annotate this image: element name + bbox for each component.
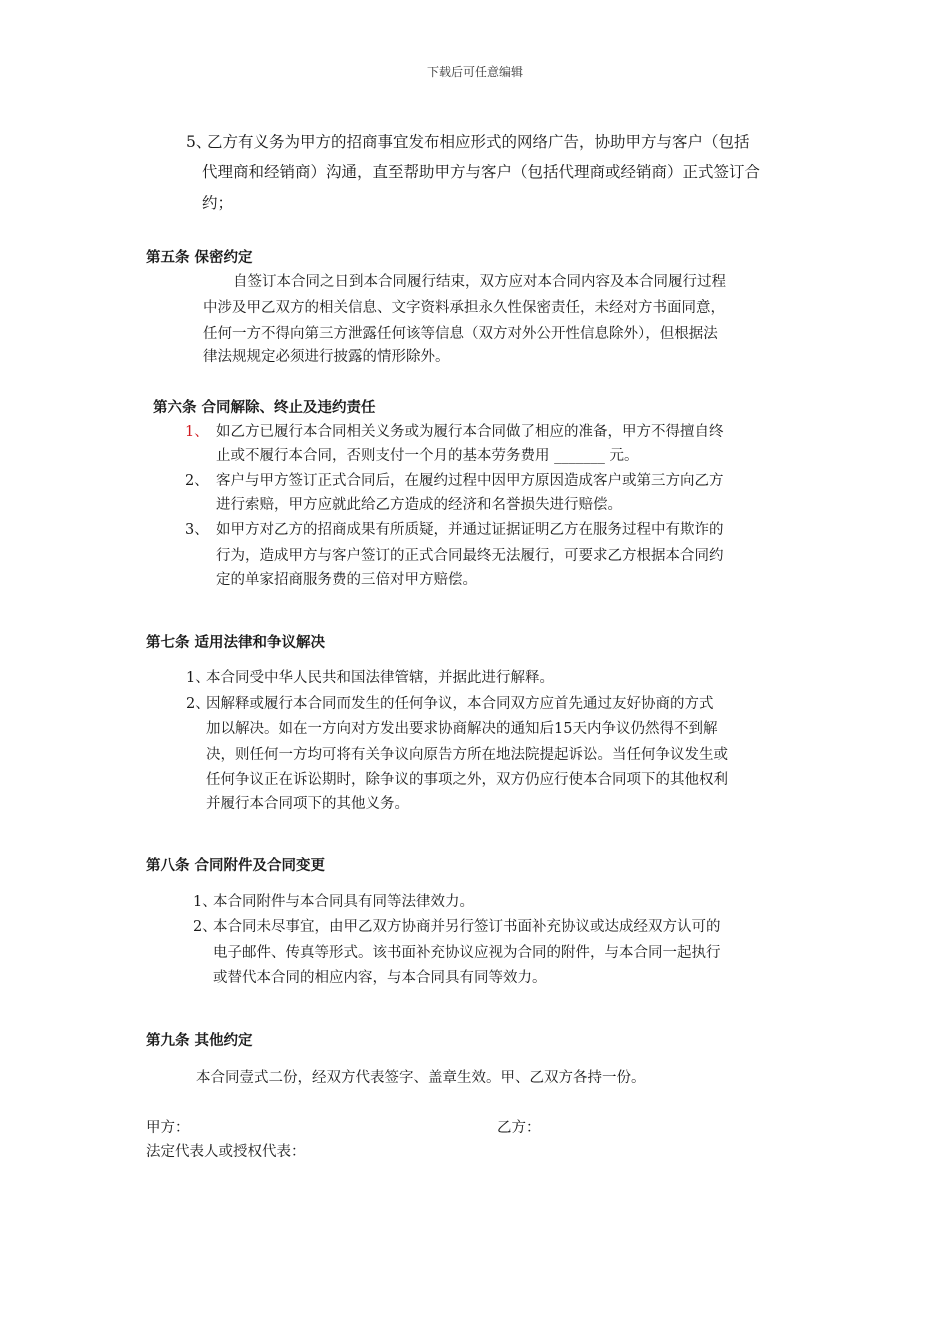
item-text-line: 任何争议正在诉讼期时，除争议的事项之外，双方仍应行使本合同项下的其他权利: [206, 772, 728, 788]
paragraph-line: 本合同壹式二份，经双方代表签字、盖章生效。甲、乙双方各持一份。: [196, 1070, 646, 1086]
item-text-line: 决，则任何一方均可将有关争议向原告方所在地法院提起诉讼。当任何争议发生或: [206, 747, 728, 763]
article-title: 第七条 适用法律和争议解决: [146, 634, 326, 651]
item-number: 1、: [193, 894, 217, 910]
item-text-line: 客户与甲方签订正式合同后，在履约过程中因甲方原因造成客户或第三方向乙方: [216, 473, 724, 489]
party-b-label: 乙方：: [497, 1120, 541, 1136]
item-text-line: 如乙方已履行本合同相关义务或为履行本合同做了相应的准备，甲方不得擅自终: [216, 424, 724, 440]
paragraph-line: 任何一方不得向第三方泄露任何该等信息（双方对外公开性信息除外），但根据法: [203, 326, 718, 342]
item-number: 2、: [185, 473, 209, 489]
item-text-line: 加以解决。如在一方向对方发出要求协商解决的通知后15天内争议仍然得不到解: [206, 721, 718, 737]
item-text-line: 约；: [202, 194, 234, 212]
paragraph-line: 中涉及甲乙双方的相关信息、文字资料承担永久性保密责任，未经对方书面同意，: [203, 300, 725, 316]
item-text-line: 进行索赔，甲方应就此给乙方造成的经济和名誉损失进行赔偿。: [216, 497, 622, 513]
item-text-line: 并履行本合同项下的其他义务。: [206, 796, 409, 812]
item-text-line: 行为，造成甲方与客户签订的正式合同最终无法履行，可要求乙方根据本合同约: [216, 548, 724, 564]
item-text-line: 乙方有义务为甲方的招商事宜发布相应形式的网络广告，协助甲方与客户（包括: [207, 133, 750, 151]
item-number: 2、: [186, 696, 210, 712]
article-title: 第五条 保密约定: [146, 249, 253, 266]
article-title: 第九条 其他约定: [146, 1032, 253, 1049]
item-text-line: 本合同受中华人民共和国法律管辖，并据此进行解释。: [206, 670, 554, 686]
item-text-line: 定的单家招商服务费的三倍对甲方赔偿。: [216, 572, 477, 588]
item-text-line: 如甲方对乙方的招商成果有所质疑，并通过证据证明乙方在服务过程中有欺诈的: [216, 522, 724, 538]
paragraph-line: 自签订本合同之日到本合同履行结束，双方应对本合同内容及本合同履行过程: [233, 274, 726, 290]
item-text-line: 本合同附件与本合同具有同等法律效力。: [213, 894, 474, 910]
item-number: 2、: [193, 919, 217, 935]
item-text-line: 代理商和经销商）沟通，直至帮助甲方与客户（包括代理商或经销商）正式签订合: [202, 163, 761, 181]
item-text-line: 电子邮件、传真等形式。该书面补充协议应视为合同的附件，与本合同一起执行: [213, 945, 721, 961]
item-text-line: 本合同未尽事宜，由甲乙双方协商并另行签订书面补充协议或达成经双方认可的: [213, 919, 721, 935]
item-text-line: 因解释或履行本合同而发生的任何争议，本合同双方应首先通过友好协商的方式: [206, 696, 714, 712]
item-number: 3、: [185, 522, 209, 538]
paragraph-line: 律法规规定必须进行披露的情形除外。: [203, 349, 450, 365]
page-header-note: 下载后可任意编辑: [426, 65, 523, 79]
article-title: 第八条 合同附件及合同变更: [146, 857, 326, 874]
article-title: 第六条 合同解除、终止及违约责任: [153, 399, 376, 416]
item-number: 1、: [185, 424, 209, 440]
item-text-line: 或替代本合同的相应内容，与本合同具有同等效力。: [213, 970, 547, 986]
item-number: 1、: [186, 670, 210, 686]
item-text-line: 止或不履行本合同，否则支付一个月的基本劳务费用 _______ 元。: [216, 448, 639, 464]
item-number: 5、: [186, 133, 212, 151]
party-a-label: 甲方：: [146, 1120, 190, 1136]
legal-representative-label: 法定代表人或授权代表：: [146, 1144, 306, 1160]
